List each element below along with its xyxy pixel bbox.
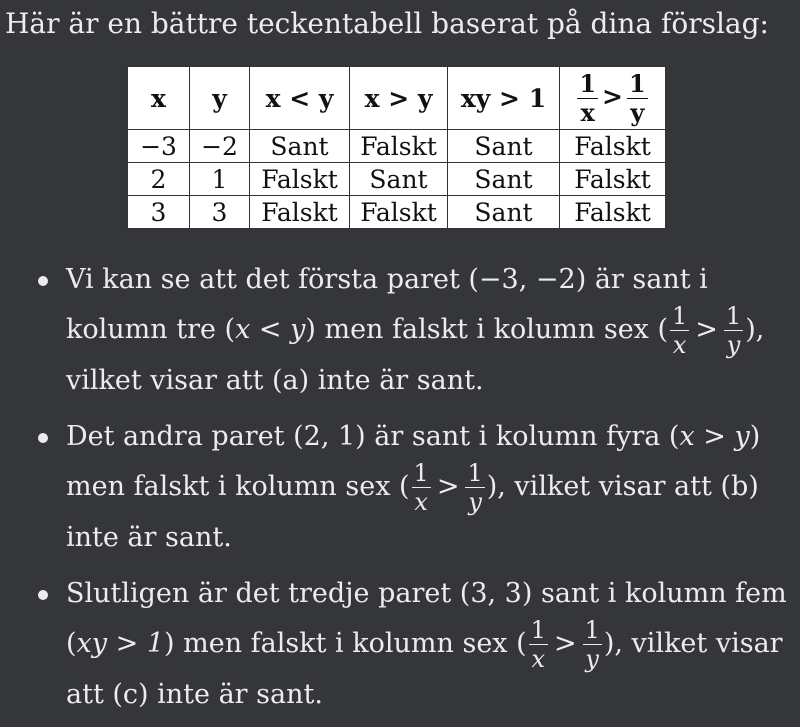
inline-fraction: $\frac{1}{x}$ <box>413 459 429 516</box>
inline-math: x > y <box>679 421 750 452</box>
table-cell: 3 <box>128 196 190 229</box>
table-cell: Sant <box>250 130 350 163</box>
table-cell: 2 <box>128 163 190 196</box>
table-row <box>128 130 666 163</box>
header-frac-right: $\frac{1}{y}$ <box>628 68 646 127</box>
table-cell: Falskt <box>250 163 350 196</box>
sign-table <box>127 66 666 229</box>
table-cell: −2 <box>190 130 250 163</box>
inline-fraction: $\frac{1}{x}$ <box>530 616 546 673</box>
intro-text: Här är en bättre teckentabell baserat på dina förslag: <box>5 7 769 40</box>
table-cell: Falskt <box>350 196 448 229</box>
inline-fraction: $\frac{1}{x}$ <box>672 302 688 359</box>
table-cell: Falskt <box>560 163 666 196</box>
table-cell: 3 <box>190 196 250 229</box>
inline-fraction: $\frac{1}{y}$ <box>584 616 600 673</box>
header-reciprocal <box>560 67 666 130</box>
table-cell: Sant <box>448 163 560 196</box>
list-item: Det andra paret (2, 1) är sant i kolumn fyra (x > y) men falskt i kolumn sex ( $\frac{1}{x}$ > $\frac{1}{y}$ ), vilket visar att (b) inte är sant. <box>28 413 796 562</box>
header-x-lt-y: x < y <box>250 67 350 130</box>
table-cell: Sant <box>448 130 560 163</box>
header-frac-op: > <box>602 81 623 111</box>
bullet-icon <box>38 590 48 600</box>
table-cell: Falskt <box>250 196 350 229</box>
table-cell: Falskt <box>350 130 448 163</box>
bullet-icon <box>38 433 48 443</box>
bullet-icon <box>38 276 48 286</box>
header-frac-left: $\frac{1}{x}$ <box>579 68 597 127</box>
header-xy-gt-1: xy > 1 <box>448 67 560 130</box>
header-y: y <box>190 67 250 130</box>
inline-math: xy > 1 <box>76 628 164 659</box>
table-row <box>128 163 666 196</box>
header-x-gt-y: x > y <box>350 67 448 130</box>
findings-list <box>28 256 796 727</box>
list-item: Slutligen är det tredje paret (3, 3) sant i kolumn fem (xy > 1) men falskt i kolumn sex ( $\frac{1}{x}$ > $\frac{1}{y}$ ), vilket visar att (c) inte är sant. <box>28 570 796 719</box>
header-x: x <box>128 67 190 130</box>
inline-math: x < y <box>235 314 306 345</box>
table-cell: −3 <box>128 130 190 163</box>
table-header-row <box>128 67 666 130</box>
list-item: Vi kan se att det första paret (−3, −2) är sant i kolumn tre (x < y) men falskt i kolumn sex ( $\frac{1}{x}$ > $\frac{1}{y}$ ), vilket visar att (a) inte är sant. <box>28 256 796 405</box>
table-cell: Falskt <box>560 196 666 229</box>
inline-fraction: $\frac{1}{y}$ <box>725 302 742 359</box>
inline-fraction: $\frac{1}{y}$ <box>467 459 483 516</box>
table-cell: 1 <box>190 163 250 196</box>
table-row <box>128 196 666 229</box>
table-cell: Sant <box>350 163 448 196</box>
table-cell: Sant <box>448 196 560 229</box>
table-cell: Falskt <box>560 130 666 163</box>
